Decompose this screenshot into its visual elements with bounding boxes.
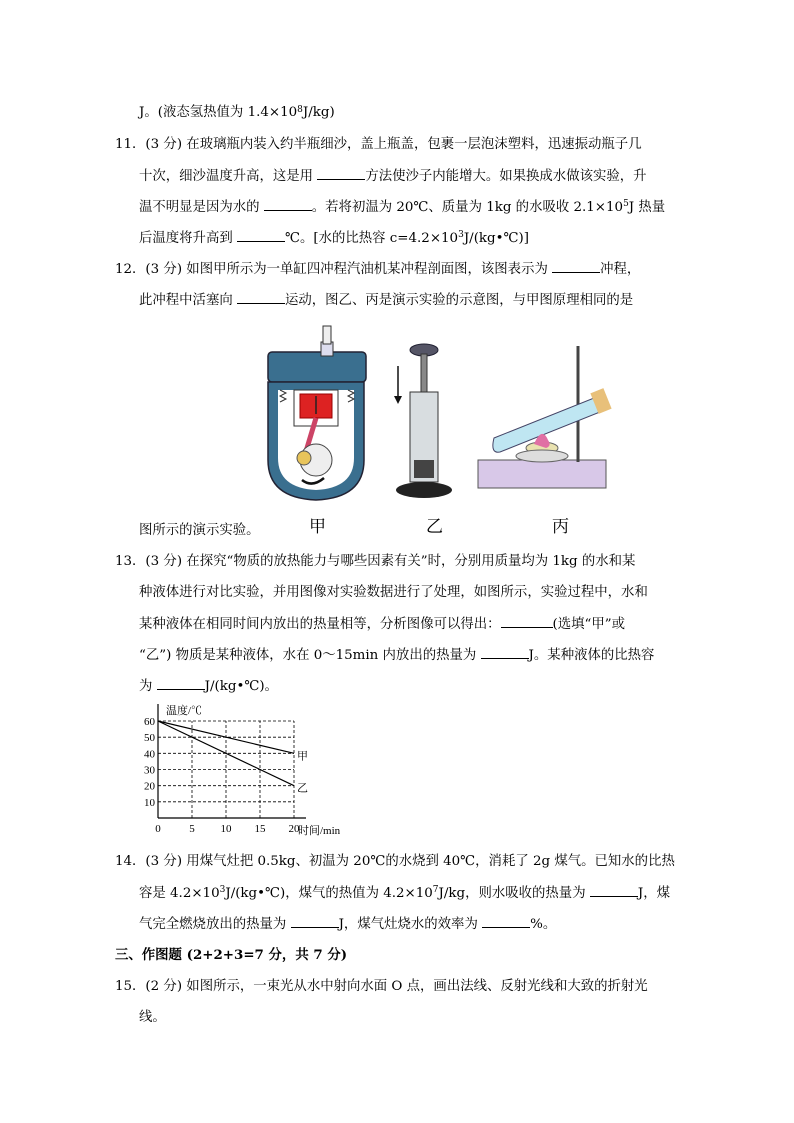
x-tick-label: 10 (220, 823, 232, 835)
y-tick-label: 10 (144, 796, 155, 809)
q13-line5: 为 J/(kg•℃)。 (139, 679, 278, 694)
q12-line1: 12．(3 分) 如图甲所示为一单缸四冲程汽油机某冲程剖面图，该图表示为 冲程， (115, 262, 641, 277)
q13-line1: 13．(3 分) 在探究“物质的放热能力与哪些因素有关”时，分别用质量均为 1kg 的水和某 (115, 554, 636, 569)
q12-line2: 此冲程中活塞向 运动，图乙、丙是演示实验的示意图，与甲图原理相同的是 (139, 293, 634, 308)
series-label: 甲 (297, 750, 308, 763)
y-tick-label: 20 (144, 780, 155, 793)
y-tick-label: 40 (144, 748, 155, 761)
q15-line2: 线。 (139, 1010, 166, 1025)
q11-line4: 后温度将升高到 ℃。[水的比热容 $c=4.2\times 10^3J/(kg•℃)$] (139, 230, 529, 246)
blank[interactable] (264, 198, 312, 211)
blank[interactable] (482, 915, 530, 928)
blank[interactable] (237, 291, 285, 304)
blank[interactable] (590, 884, 638, 897)
blank[interactable] (237, 229, 285, 242)
q12-line3: 图所示的演示实验。 (139, 523, 260, 538)
y-axis-label: 温度/℃ (166, 705, 203, 717)
x-tick-label: 20 (288, 823, 300, 835)
section-3-heading: 三、作图题 (2+2+3=7 分，共 7 分) (115, 947, 348, 963)
cooling-chart (138, 700, 368, 842)
x-axis-label: 时间/min (298, 825, 341, 837)
q11-line1: 11．(3 分) 在玻璃瓶内装入约半瓶细沙，盖上瓶盖，包裹一层泡沫塑料，迅速振动瓶子几 (115, 137, 642, 152)
q14-line1: 14．(3 分) 用煤气灶把 0.5kg、初温为 20℃的水烧到 40℃，消耗了 2g 煤气。已知水的比热 (115, 854, 675, 869)
q15-line1: 15．(2 分) 如图所示，一束光从水中射向水面 O 点，画出法线、反射光线和大致的折射光 (115, 979, 648, 994)
test-tube-figure (478, 346, 612, 488)
q14-line2: 容是 $4.2\times 10^3J/(kg•℃)$，煤气的热值为 $4.2\times 10^7J/kg$，则水吸收的热量为 J，煤 (139, 885, 671, 901)
x-tick-label: 15 (254, 823, 266, 835)
q11-line2: 十次，细沙温度升高，这是用 方法使沙子内能增大。如果换成水做该实验，升 (139, 169, 647, 184)
q13-line2: 种液体进行对比实验，并用图像对实验数据进行了处理，如图所示，实验过程中，水和 (139, 585, 648, 600)
blank[interactable] (291, 915, 339, 928)
blank[interactable] (157, 677, 205, 690)
series-label: 乙 (297, 782, 308, 795)
figure-label-yi: 乙 (426, 517, 443, 537)
q13-line3: 某种液体在相同时间内放出的热量相等，分析图像可以得出： (选填“甲”或 (139, 617, 626, 632)
y-tick-label: 30 (144, 764, 155, 777)
line-liquid-hydrogen: J。(液态氢热值为 $1.4\times 10^8J/kg$) (139, 105, 335, 120)
blank[interactable] (317, 167, 365, 180)
q13-line4: “乙”) 物质是某种液体，水在 0～15min 内放出的热量为 J。某种液体的比热容 (139, 648, 655, 663)
figure-label-bing: 丙 (552, 517, 569, 537)
q12-figures (264, 320, 616, 510)
y-tick-label: 50 (144, 732, 155, 745)
q14-line3: 气完全燃烧放出的热量为 J，煤气灶烧水的效率为 %。 (139, 917, 557, 932)
q11-line3: 温不明显是因为水的 。若将初温为 20℃、质量为 1kg 的水吸收 $2.1\times 10^5J$ 热量 (139, 199, 666, 215)
engine-figure (268, 326, 366, 500)
figure-label-jia: 甲 (309, 517, 326, 537)
x-tick-label: 0 (155, 823, 161, 835)
y-tick-label: 60 (144, 716, 155, 728)
blank[interactable] (501, 615, 553, 628)
fire-syringe-figure (394, 344, 452, 498)
x-tick-label: 5 (189, 823, 195, 835)
blank[interactable] (552, 260, 600, 273)
blank[interactable] (481, 646, 529, 659)
